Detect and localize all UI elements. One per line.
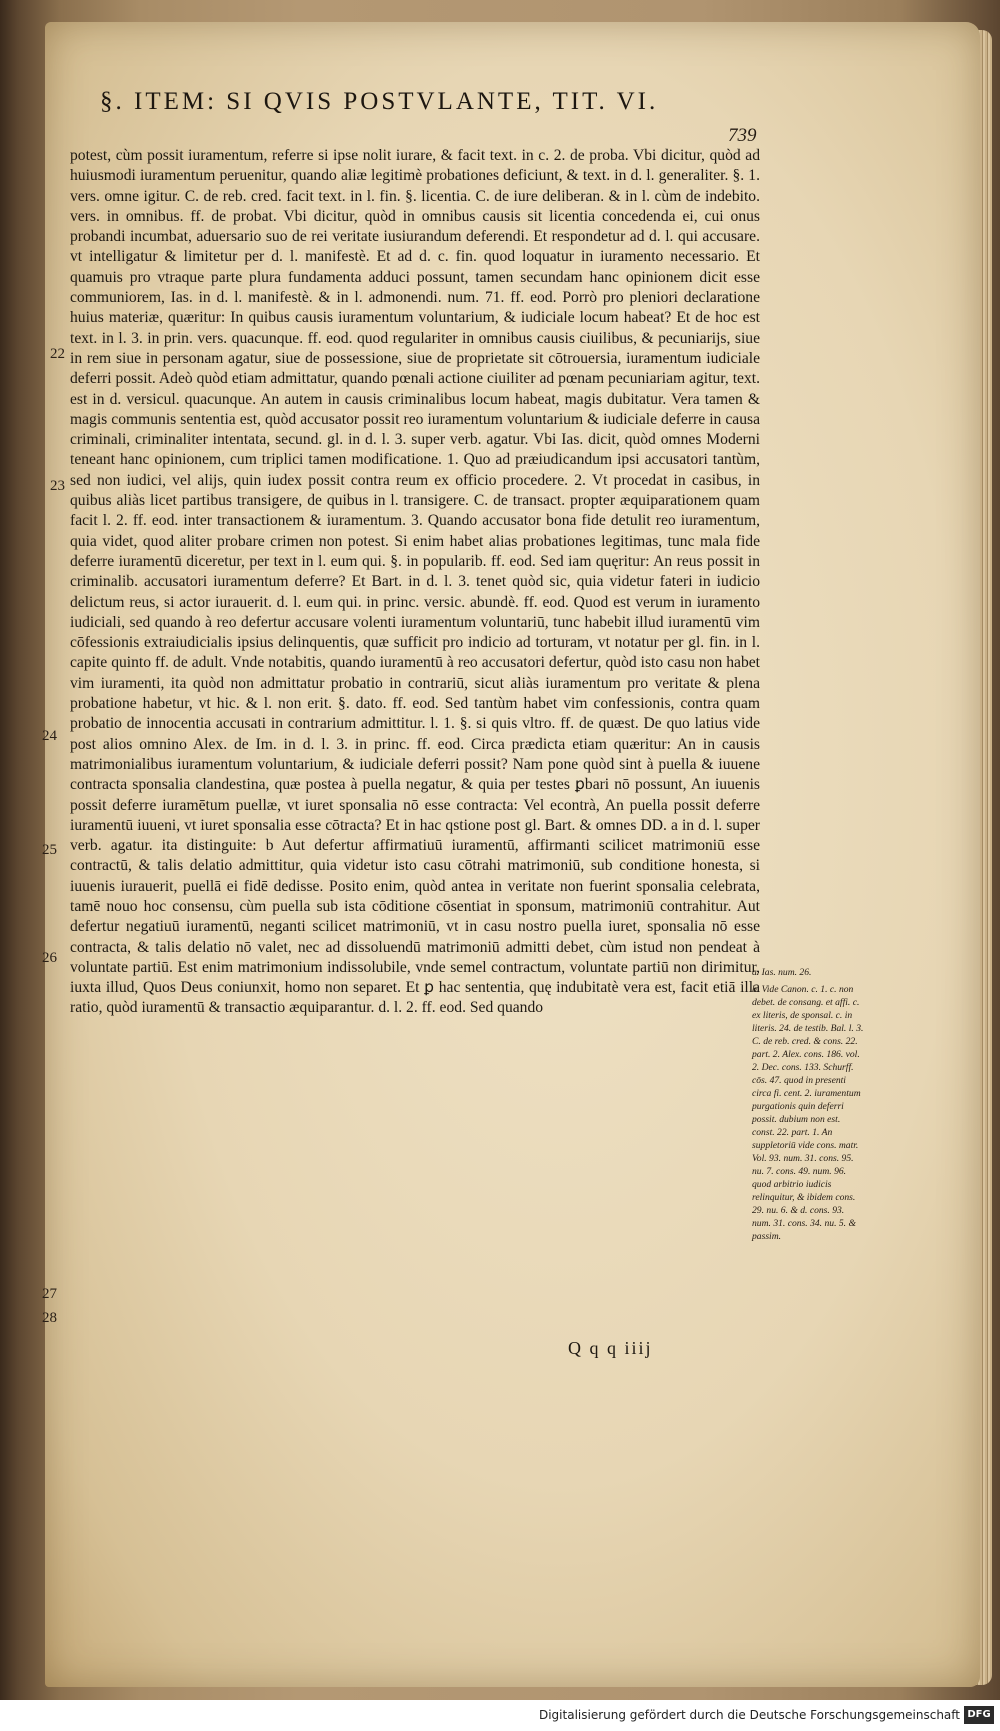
main-text bbox=[70, 146, 760, 1019]
main-paragraph: potest, cùm possit iuramentum, referre si ipse nolit iurare, & facit text. in c. 2. de proba. Vbi dicitur, quòd ad huiusmodi iuramentum peruenitur, quando aliæ legitimè probationes deficiunt, & text. in d. l. generaliter. §. 1. vers. omne igitur. C. de reb. cred. facit text. in l. fin. §. licentia. C. de iure deliberan. & in l. cùm de indebito. vers. in omnibus. ff. de probat. Vbi dicitur, quòd in omnibus causis sit licentia concedenda ei, cui onus probandi incumbat, aduersario suo de rei veritate iusiurandum deferendi. Et respondetur ad d. l. qui accusare. vt intelligatur & limitetur per d. l. manifestè. Et ad d. c. fin. quod loquatur in iuramento necessario. Et quamuis pro vtraque parte plura fundamenta adduci possunt, tamen secundam hanc opinionem dicit esse communiorem, Ias. in d. l. manifestè. & in l. admonendi. num. 71. ff. eod. Porrò pro pleniori declaratione huius materiæ, quæritur: In quibus causis iuramentum voluntarium, & iudiciale locum habeat? Et de hoc est text. in l. 3. in prin. vers. quacunque. ff. eod. quod regulariter in omnibus causis ciuilibus, & pecuniarijs, siue in rem siue in personam agatur, siue de possessione, siue de proprietate sit cōtrouersia, iuramentum iudiciale deferri possit. Adeò quòd etiam admittatur, quando pœnali actione ciuiliter ad pœnam pecuniariam agitur, text. est in d. versicul. quacunque. An autem in causis criminalibus locum habeat, magis dubitatur. Vera tamen & magis communis sententia est, quòd accusator possit reo iuramentum voluntarium & iudiciale deferre in causa criminali, criminaliter intentata, secund. gl. in d. l. 3. super verb. agatur. Vbi Ias. dicit, quòd omnes Moderni teneant hanc opinionem, cum triplici tamen modificatione. 1. Quo ad præiudicandum ipsi accusatori tantùm, sed non iudici, vel alijs, quin iudex possit contra reum ex officio procedere. 2. Vt procedat in casibus, in quibus aliàs licet partibus transigere, de quibus in l. transigere. C. de transact. propter æquiparationem quam facit l. 2. ff. eod. inter transactionem & iuramentum. 3. Quando accusator bona fide detulit reo iuramentum, quia videt, quod aliter probare crimen non potest. Si enim habet alias probationes legitimas, tunc mala fide deferre iuramentū diceretur, per text in l. eum qui. §. in popularib. ff. eod. Sed iam quęritur: An reus possit in criminalib. accusatori iuramentum deferre? Et Bart. in d. l. 3. tenet quòd sic, quia videtur fateri in iudicio delictum reus, si actor iurauerit. d. l. eum qui. in princ. versic. abundè. ff. eod. Quod est verum in iuramento iudiciali, sed quando à reo defertur accusare volenti iuramentum voluntariū, tunc habebit illud iuramentū vim cōfessionis extraiudicialis ipsius delinquentis, quæ sufficit pro indicio ad torturam, vt notatur per gl. fin. in l. capite quinto ff. de adult. Vnde notabitis, quando iuramentū à reo accusatori defertur, quòd isto casu non habet vim iuramenti, ita quòd non admittatur probatio in contrariū, sicut aliàs iuramentum pro veritate & plena probatione habetur, vt hic. & l. non erit. §. dato. ff. eod. Sed tantùm habet vim confessionis, contra quam probatio de innocentia accusati in contrarium admittitur. l. 1. §. si quis vltro. ff. de quæst. De quo latius vide post alios omnino Alex. de Im. in d. l. 3. in princ. ff. eod. Circa prædicta etiam quæritur: An in causis matrimonialibus iuramentum voluntarium, & iudiciale deferri possit? Nam pone quòd sint à puella & iuuene contracta sponsalia clandestina, quæ postea à puella negatur, & quia per testes ꝑbari nō possunt, An iuuenis possit deferre iuramētum puellæ, vt iuret sponsalia nō esse contracta: Vel econtrà, An puella possit deferre iuramentū iuueni, vt iuret sponsalia esse cōtracta? Et in hac qstione post gl. Bart. & omnes DD. a in d. l. super verb. agatur. ita distinguite: b Aut defertur affirmatiuū iuramentū, affirmanti scilicet matrimoniū esse contractū, & talis delatio admittitur, quia videtur isto casu cōtrahi matrimoniū, sub conditione honesta, si iuuenis iurauerit, puellā ei fidē dedisse. Posito enim, quòd antea in veritate non fuerint sponsalia celebrata, tamē nouo hoc consensu, cùm puella sub ista cōditione cōsentiat in sponsum, matrimoniū contrahitur. Aut defertur negatiuū iuramentū, neganti scilicet matrimoniū, vt in casu nostro puella iuret, sponsalia nō esse contracta, & talis delatio nō valet, nec ad dissoluendū matrimoniū admitti debet, cùm istud non pendeat à voluntate partiū. Est enim matrimonium indissolubile, vnde semel contractum, voluntate partiū non dirimitur, iuxta illud, Quos Deus coniunxit, homo non separet. Et ꝑ hac sententia, quę indubitatè vera est, facit etiā illa ratio, quòd iuramentū & transactio æquiparantur. d. l. 2. ff. eod. Sed quando bbox=[70, 147, 760, 1017]
signature-mark: Q q q iiij bbox=[568, 1338, 653, 1358]
margin-number: 28 bbox=[42, 1310, 57, 1326]
footer-bar bbox=[0, 1700, 1000, 1731]
dfg-logo: DFG bbox=[964, 1706, 994, 1724]
running-header: §. ITEM: SI QVIS POSTVLANTE, TIT. VI. bbox=[100, 88, 659, 115]
margin-number: 27 bbox=[42, 1286, 57, 1302]
margin-note: b. Vide Canon. c. 1. c. non debet. de consang. et affi. c. ex literis, de sponsal. c. in literis. 24. de testib. Bal. l. 3. C. de reb. cred. & cons. 22. part. 2. Alex. cons. 186. vol. 2. Dec. cons. 133. Schurff. cōs. 47. quod in presenti circa fi. cent. 2. iuramentum purgationis quin deferri possit. dubium non est. const. 22. part. 1. An suppletoriū vide cons. matr. Vol. 93. num. 31. cons. 95. nu. 7. cons. 49. num. 96. quod arbitrio iudicis relinquitur, & ibidem cons. 29. nu. 6. & d. cons. 93. num. 31. cons. 34. nu. 5. & passim. bbox=[752, 984, 864, 1242]
page-number: 739 bbox=[728, 125, 757, 146]
margin-number: 26 bbox=[42, 950, 57, 966]
margin-note: a. Ias. num. 26. bbox=[752, 967, 812, 978]
margin-number: 25 bbox=[42, 842, 57, 858]
footer-credit: Digitalisierung gefördert durch die Deutsche Forschungsgemeinschaft bbox=[538, 1708, 960, 1722]
margin-number: 23 bbox=[50, 478, 65, 494]
margin-notes bbox=[752, 966, 864, 1247]
margin-number: 22 bbox=[50, 346, 65, 362]
margin-number: 24 bbox=[42, 728, 57, 744]
